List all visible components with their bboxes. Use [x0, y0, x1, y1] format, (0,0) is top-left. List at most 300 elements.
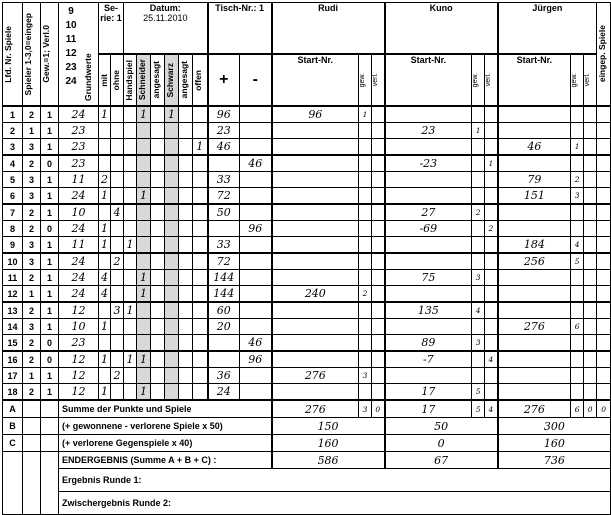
row-number: 6 — [3, 188, 23, 205]
table-row — [3, 286, 611, 303]
row-kuno — [385, 253, 472, 270]
row-angesagt-2 — [179, 270, 193, 286]
table-row — [3, 335, 611, 352]
row-spieler: 2 — [23, 335, 41, 352]
row-schneider — [137, 237, 151, 254]
row-kuno-verl — [485, 286, 498, 303]
row-angesagt-1 — [151, 270, 165, 286]
row-rudi-verl — [372, 106, 385, 123]
row-gewverl: 0 — [41, 221, 59, 237]
row-spieler: 3 — [23, 172, 41, 188]
row-offen — [193, 204, 208, 221]
row-number: 12 — [3, 286, 23, 303]
row-kuno — [385, 237, 472, 254]
row-schneider — [137, 139, 151, 156]
summary-a-rudi-verl: 0 — [372, 400, 385, 418]
row-spieler: 1 — [23, 368, 41, 384]
row-kuno-verl — [485, 335, 498, 352]
row-rudi-verl — [372, 286, 385, 303]
summary-c-juergen: 160 — [498, 435, 611, 452]
row-minus: 46 — [240, 155, 272, 172]
row-plus: 50 — [208, 204, 240, 221]
row-mit: 1 — [99, 351, 111, 368]
grundwerte-list: 9 10 11 12 23 24 — [65, 6, 77, 87]
row-kuno-verl — [485, 270, 498, 286]
table-row — [3, 237, 611, 254]
summary-a-juergen-gew: 6 — [571, 400, 584, 418]
row-angesagt-1 — [151, 172, 165, 188]
row-kuno-verl — [485, 384, 498, 401]
row-juergen: 276 — [498, 319, 571, 335]
row-gewverl: 1 — [41, 139, 59, 156]
row-rudi-gew: 3 — [359, 368, 372, 384]
row-handspiel: 1 — [124, 302, 137, 319]
header-verl-kuno: verl. — [485, 54, 498, 106]
row-ohne — [111, 351, 124, 368]
row-spieler: 3 — [23, 188, 41, 205]
row-spieler: 2 — [23, 384, 41, 401]
row-schwarz — [165, 351, 179, 368]
row-rudi-gew: 2 — [359, 286, 372, 303]
row-schneider: 1 — [137, 286, 151, 303]
row-rudi-verl — [372, 270, 385, 286]
row-offen — [193, 123, 208, 139]
row-angesagt-2 — [179, 188, 193, 205]
summary-c-label: C — [3, 435, 23, 452]
row-juergen: 151 — [498, 188, 571, 205]
row-eingep — [597, 188, 611, 205]
row-rudi-verl — [372, 335, 385, 352]
row-juergen-verl — [584, 253, 597, 270]
summary-a-text: Summe der Punkte und Spiele — [59, 400, 272, 418]
row-juergen-verl — [584, 286, 597, 303]
row-schwarz — [165, 270, 179, 286]
row-minus — [240, 123, 272, 139]
summary-a-kuno-gew: 5 — [472, 400, 485, 418]
row-angesagt-2 — [179, 106, 193, 123]
header-gew-rudi: gew. — [359, 54, 372, 106]
row-minus: 96 — [240, 221, 272, 237]
row-rudi-gew — [359, 188, 372, 205]
row-rudi-verl — [372, 172, 385, 188]
row-kuno — [385, 319, 472, 335]
row-number: 16 — [3, 351, 23, 368]
row-handspiel — [124, 368, 137, 384]
row-kuno-gew — [472, 106, 485, 123]
row-minus — [240, 106, 272, 123]
row-juergen — [498, 384, 571, 401]
row-eingep — [597, 286, 611, 303]
row-gewverl: 1 — [41, 368, 59, 384]
table-row — [3, 155, 611, 172]
row-juergen — [498, 221, 571, 237]
row-angesagt-1 — [151, 302, 165, 319]
row-kuno-gew: 3 — [472, 270, 485, 286]
row-schwarz: 1 — [165, 106, 179, 123]
row-rudi-verl — [372, 237, 385, 254]
row-kuno: 27 — [385, 204, 472, 221]
summary-c-kuno: 0 — [385, 435, 498, 452]
row-angesagt-2 — [179, 335, 193, 352]
row-offen — [193, 302, 208, 319]
row-juergen-gew — [571, 123, 584, 139]
row-kuno-verl — [485, 123, 498, 139]
row-minus — [240, 319, 272, 335]
row-rudi-verl — [372, 302, 385, 319]
row-rudi — [272, 123, 359, 139]
table-row — [3, 368, 611, 384]
row-juergen — [498, 123, 571, 139]
row-angesagt-2 — [179, 351, 193, 368]
row-grundwert: 12 — [59, 384, 99, 401]
row-juergen-verl — [584, 270, 597, 286]
endergebnis-text: ENDERGEBNIS (Summe A + B + C) : — [59, 452, 272, 469]
row-grundwert: 12 — [59, 368, 99, 384]
row-grundwert: 24 — [59, 106, 99, 123]
row-rudi-gew — [359, 204, 372, 221]
row-handspiel — [124, 188, 137, 205]
footer-blank-3 — [41, 452, 59, 515]
row-gewverl: 1 — [41, 188, 59, 205]
row-juergen-gew — [571, 221, 584, 237]
header-angesagt-1: angesagt — [151, 54, 165, 106]
row-offen — [193, 270, 208, 286]
row-schwarz — [165, 188, 179, 205]
row-rudi: 240 — [272, 286, 359, 303]
row-juergen-verl — [584, 188, 597, 205]
row-juergen-verl — [584, 319, 597, 335]
row-kuno-gew — [472, 155, 485, 172]
row-schneider — [137, 319, 151, 335]
row-minus — [240, 237, 272, 254]
row-handspiel — [124, 384, 137, 401]
row-grundwert: 23 — [59, 139, 99, 156]
summary-c-text: (+ verlorene Gegenspiele x 40) — [59, 435, 272, 452]
ergebnis-runde-1: Ergebnis Runde 1: — [59, 469, 611, 492]
row-ohne: 2 — [111, 253, 124, 270]
row-number: 5 — [3, 172, 23, 188]
row-rudi-verl — [372, 155, 385, 172]
row-angesagt-2 — [179, 253, 193, 270]
row-juergen-verl — [584, 123, 597, 139]
row-juergen-verl — [584, 335, 597, 352]
row-kuno-verl — [485, 253, 498, 270]
row-number: 8 — [3, 221, 23, 237]
summary-a-blank-2 — [41, 400, 59, 418]
footer-blank-2 — [23, 452, 41, 515]
summary-b-blank-2 — [41, 418, 59, 435]
header-schneider: Schneider — [137, 54, 151, 106]
row-angesagt-2 — [179, 368, 193, 384]
row-schwarz — [165, 221, 179, 237]
row-juergen — [498, 270, 571, 286]
row-minus — [240, 139, 272, 156]
header-startnr-rudi: Start-Nr. — [272, 54, 359, 106]
row-number: 7 — [3, 204, 23, 221]
row-ohne — [111, 123, 124, 139]
row-plus: 33 — [208, 172, 240, 188]
row-grundwert: 12 — [59, 351, 99, 368]
summary-b-text: (+ gewonnene - verlorene Spiele x 50) — [59, 418, 272, 435]
row-rudi — [272, 302, 359, 319]
endergebnis-rudi: 586 — [272, 452, 385, 469]
row-rudi — [272, 270, 359, 286]
row-spieler: 2 — [23, 351, 41, 368]
row-schwarz — [165, 302, 179, 319]
row-juergen-gew — [571, 351, 584, 368]
table-row — [3, 221, 611, 237]
row-eingep — [597, 221, 611, 237]
row-number: 17 — [3, 368, 23, 384]
row-grundwert: 24 — [59, 253, 99, 270]
row-minus — [240, 204, 272, 221]
row-mit — [99, 368, 111, 384]
row-kuno — [385, 286, 472, 303]
row-grundwert: 23 — [59, 123, 99, 139]
row-schneider — [137, 335, 151, 352]
row-rudi-verl — [372, 368, 385, 384]
row-rudi-gew — [359, 253, 372, 270]
row-kuno: 17 — [385, 384, 472, 401]
row-mit: 1 — [99, 319, 111, 335]
row-rudi — [272, 221, 359, 237]
row-juergen-gew: 2 — [571, 172, 584, 188]
row-mit — [99, 335, 111, 352]
row-offen — [193, 335, 208, 352]
row-juergen-gew — [571, 270, 584, 286]
row-plus: 36 — [208, 368, 240, 384]
row-ohne — [111, 155, 124, 172]
row-gewverl: 1 — [41, 270, 59, 286]
row-plus: 46 — [208, 139, 240, 156]
row-rudi-gew — [359, 302, 372, 319]
endergebnis-juergen: 736 — [498, 452, 611, 469]
row-grundwert: 23 — [59, 335, 99, 352]
summary-a-label: A — [3, 400, 23, 418]
table-row — [3, 253, 611, 270]
row-juergen-verl — [584, 384, 597, 401]
row-schwarz — [165, 155, 179, 172]
row-number: 9 — [3, 237, 23, 254]
row-gewverl: 1 — [41, 302, 59, 319]
row-kuno-verl: 1 — [485, 155, 498, 172]
row-kuno: -7 — [385, 351, 472, 368]
row-schneider: 1 — [137, 270, 151, 286]
row-kuno-verl — [485, 204, 498, 221]
row-plus: 72 — [208, 253, 240, 270]
row-minus: 46 — [240, 335, 272, 352]
summary-a-juergen: 276 — [498, 400, 571, 418]
row-rudi-verl — [372, 139, 385, 156]
header-gew-juergen: gew. — [571, 54, 584, 106]
header-plus: + — [208, 54, 240, 106]
row-angesagt-2 — [179, 221, 193, 237]
row-juergen-gew — [571, 335, 584, 352]
row-kuno: -69 — [385, 221, 472, 237]
footer-blank-1 — [3, 452, 23, 515]
row-schwarz — [165, 139, 179, 156]
endergebnis-kuno: 67 — [385, 452, 498, 469]
row-kuno-gew: 4 — [472, 302, 485, 319]
row-kuno-verl — [485, 237, 498, 254]
row-juergen-verl — [584, 106, 597, 123]
header-angesagt-2: angesagt — [179, 54, 193, 106]
row-rudi-gew — [359, 237, 372, 254]
row-spieler: 2 — [23, 106, 41, 123]
summary-c-blank-1 — [23, 435, 41, 452]
row-rudi — [272, 139, 359, 156]
row-kuno — [385, 139, 472, 156]
row-rudi — [272, 384, 359, 401]
header-player-kuno: Kuno — [385, 3, 498, 55]
row-kuno: 75 — [385, 270, 472, 286]
row-minus — [240, 253, 272, 270]
row-angesagt-2 — [179, 123, 193, 139]
row-kuno: -23 — [385, 155, 472, 172]
row-ohne — [111, 237, 124, 254]
row-number: 10 — [3, 253, 23, 270]
row-schwarz — [165, 319, 179, 335]
row-spieler: 2 — [23, 302, 41, 319]
header-verl-rudi: verl. — [372, 54, 385, 106]
summary-b-juergen: 300 — [498, 418, 611, 435]
row-kuno — [385, 368, 472, 384]
row-juergen-verl — [584, 302, 597, 319]
row-schwarz — [165, 172, 179, 188]
row-schneider — [137, 368, 151, 384]
summary-c-rudi: 160 — [272, 435, 385, 452]
row-eingep — [597, 368, 611, 384]
row-grundwert: 10 — [59, 204, 99, 221]
row-mit: 2 — [99, 172, 111, 188]
row-kuno — [385, 172, 472, 188]
row-schwarz — [165, 335, 179, 352]
row-schwarz — [165, 286, 179, 303]
header-player-rudi: Rudi — [272, 3, 385, 55]
row-kuno — [385, 106, 472, 123]
row-juergen — [498, 368, 571, 384]
skat-scoresheet — [2, 2, 611, 515]
row-kuno-gew — [472, 286, 485, 303]
row-schwarz — [165, 253, 179, 270]
row-spieler: 1 — [23, 286, 41, 303]
row-handspiel: 1 — [124, 237, 137, 254]
header-lfd: Lfd. Nr. Spiele — [3, 3, 23, 107]
row-rudi-verl — [372, 384, 385, 401]
row-mit: 4 — [99, 270, 111, 286]
row-mit — [99, 139, 111, 156]
row-schneider — [137, 302, 151, 319]
row-eingep — [597, 237, 611, 254]
row-offen — [193, 188, 208, 205]
header-gewverl: Gew.=1; Verl.0 — [41, 3, 59, 107]
row-rudi-gew — [359, 123, 372, 139]
row-kuno-verl: 2 — [485, 221, 498, 237]
header-tisch: Tisch-Nr.: 1 — [208, 3, 272, 55]
row-number: 13 — [3, 302, 23, 319]
row-kuno: 23 — [385, 123, 472, 139]
row-schwarz — [165, 368, 179, 384]
row-schwarz — [165, 237, 179, 254]
summary-b-kuno: 50 — [385, 418, 498, 435]
row-number: 18 — [3, 384, 23, 401]
row-number: 2 — [3, 123, 23, 139]
table-row — [3, 204, 611, 221]
row-offen — [193, 237, 208, 254]
row-number: 14 — [3, 319, 23, 335]
row-angesagt-1 — [151, 351, 165, 368]
row-minus — [240, 302, 272, 319]
row-kuno-verl — [485, 319, 498, 335]
row-offen — [193, 253, 208, 270]
row-schwarz — [165, 123, 179, 139]
row-gewverl: 1 — [41, 253, 59, 270]
row-angesagt-2 — [179, 286, 193, 303]
row-mit: 1 — [99, 221, 111, 237]
row-handspiel — [124, 123, 137, 139]
row-angesagt-1 — [151, 368, 165, 384]
row-spieler: 3 — [23, 139, 41, 156]
row-kuno: 135 — [385, 302, 472, 319]
row-offen: 1 — [193, 139, 208, 156]
row-rudi: 276 — [272, 368, 359, 384]
row-juergen: 46 — [498, 139, 571, 156]
row-kuno-gew — [472, 253, 485, 270]
row-rudi — [272, 172, 359, 188]
row-eingep — [597, 351, 611, 368]
row-juergen-gew: 3 — [571, 188, 584, 205]
row-gewverl: 1 — [41, 123, 59, 139]
row-angesagt-2 — [179, 237, 193, 254]
row-mit — [99, 253, 111, 270]
row-number: 3 — [3, 139, 23, 156]
row-spieler: 2 — [23, 270, 41, 286]
row-angesagt-1 — [151, 335, 165, 352]
row-angesagt-1 — [151, 204, 165, 221]
table-row — [3, 270, 611, 286]
header-handspiel: Handspiel — [124, 54, 137, 106]
header-ohne: ohne — [111, 54, 124, 106]
summary-a-rudi: 276 — [272, 400, 359, 418]
row-handspiel: 1 — [124, 351, 137, 368]
row-angesagt-2 — [179, 302, 193, 319]
row-number: 11 — [3, 270, 23, 286]
row-handspiel — [124, 319, 137, 335]
row-handspiel — [124, 253, 137, 270]
row-grundwert: 11 — [59, 237, 99, 254]
row-juergen — [498, 286, 571, 303]
row-juergen-verl — [584, 204, 597, 221]
summary-b-blank-1 — [23, 418, 41, 435]
row-kuno: 89 — [385, 335, 472, 352]
row-rudi — [272, 351, 359, 368]
table-row — [3, 351, 611, 368]
table-row — [3, 172, 611, 188]
row-juergen-verl — [584, 139, 597, 156]
row-gewverl: 1 — [41, 172, 59, 188]
row-juergen-verl — [584, 368, 597, 384]
row-gewverl: 1 — [41, 286, 59, 303]
row-eingep — [597, 123, 611, 139]
row-angesagt-1 — [151, 384, 165, 401]
row-juergen-gew: 1 — [571, 139, 584, 156]
row-juergen-gew — [571, 384, 584, 401]
row-kuno-verl — [485, 172, 498, 188]
row-rudi-gew — [359, 384, 372, 401]
row-eingep — [597, 106, 611, 123]
row-juergen-gew: 6 — [571, 319, 584, 335]
header-startnr-juergen: Start-Nr. — [498, 54, 571, 106]
